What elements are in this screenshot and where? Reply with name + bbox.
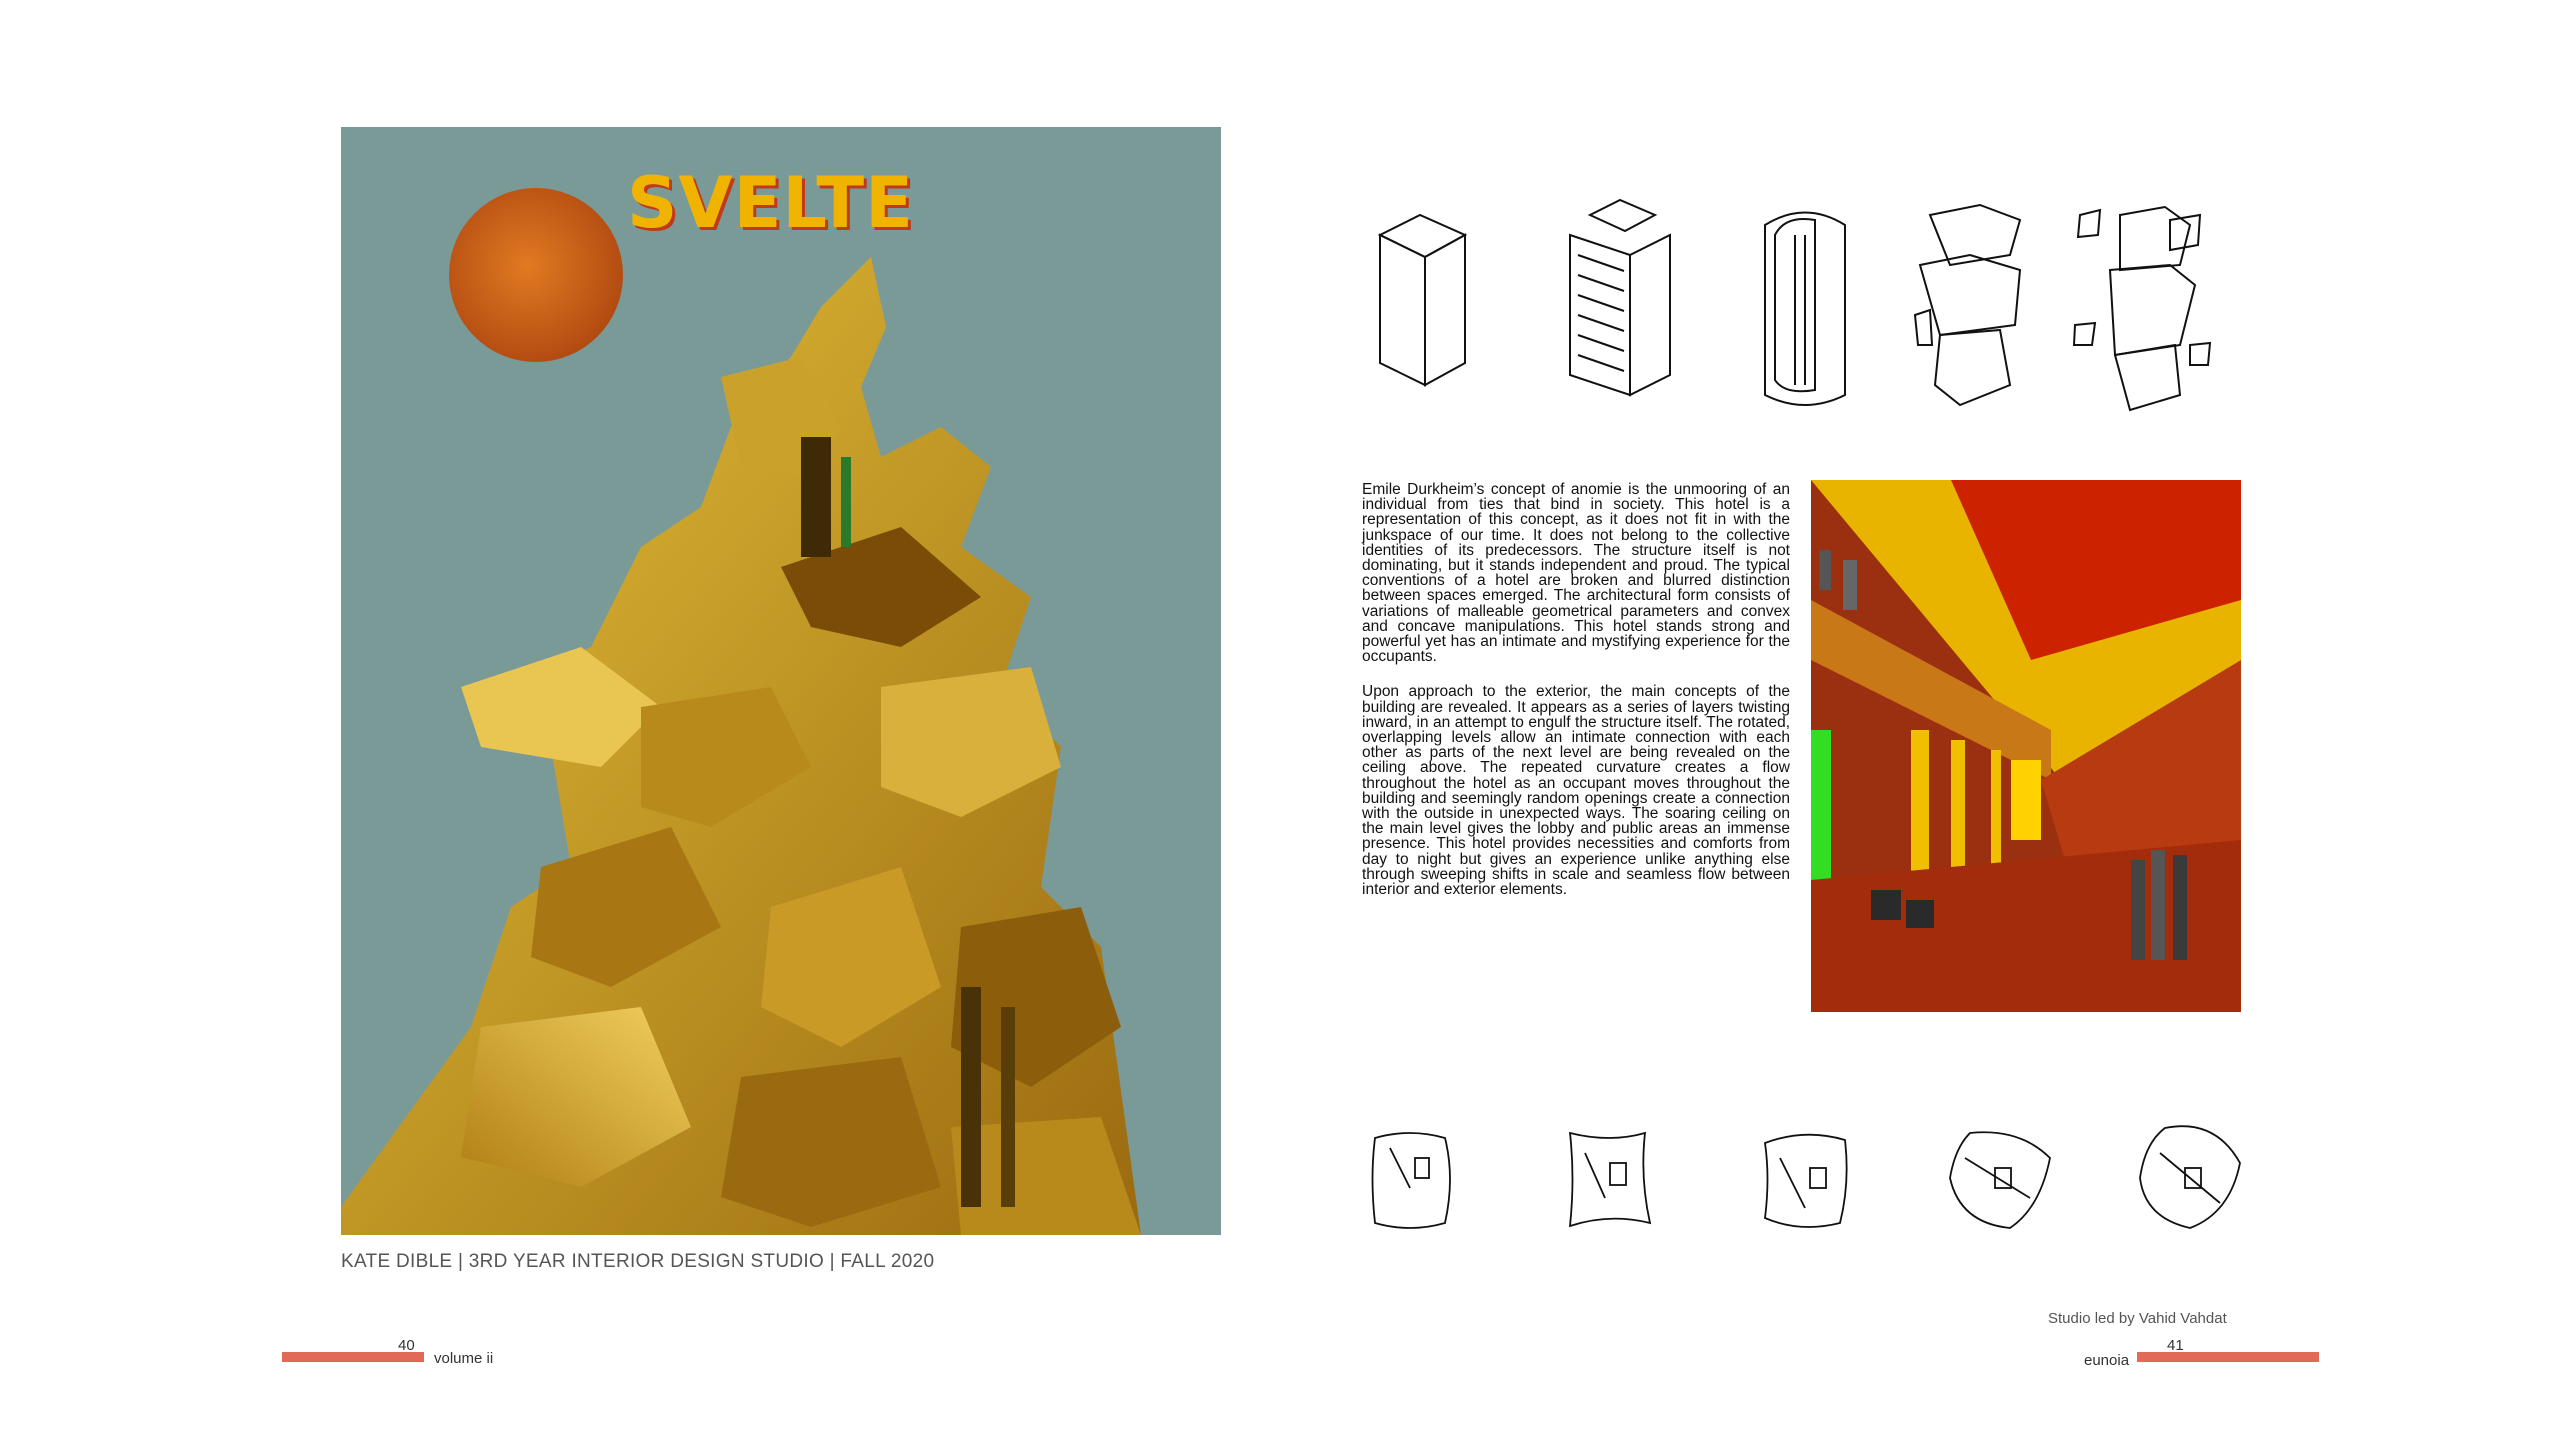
- interior-rendering: [1811, 480, 2241, 1012]
- massing-diagram-3: [1765, 213, 1845, 406]
- massing-diagram-4: [1915, 205, 2020, 405]
- cover-poster: [341, 127, 1221, 1235]
- floor-plan-1: [1373, 1133, 1451, 1228]
- poster-title: SVELTE: [627, 162, 914, 244]
- paragraph-exterior: Upon approach to the exterior, the main concepts of the building are revealed. It appears as a series of layers twisting inward, in an attempt to engulf the structure itself. The rotated, overlapping levels allow an intimate connection with each other as parts of the next level are being revealed on the ceiling above. The repeated curvature creates a flow throughout the hotel as an occupant moves throughout the building and seemingly random openings create a connection with the outside in unexpected ways. The soaring ceiling on the main level gives the lobby and public areas an immense presence. This hotel provides necessities and comforts from day to night but gives an experience unlike anything else through sweeping shifts in scale and seamless flow between interior and exterior elements.: [1362, 683, 1790, 899]
- massing-diagram-1: [1380, 215, 1465, 385]
- studio-credit: Studio led by Vahid Vahdat: [2048, 1310, 2227, 1327]
- massing-diagram-2: [1570, 200, 1670, 395]
- project-description: [1362, 482, 1790, 917]
- massing-diagram-5: [2074, 207, 2210, 410]
- floor-plan-2: [1570, 1133, 1650, 1226]
- floor-plan-3: [1765, 1135, 1847, 1227]
- author-credit: KATE DIBLE | 3RD YEAR INTERIOR DESIGN STUDIO | FALL 2020: [341, 1251, 935, 1272]
- floor-plan-4: [1950, 1132, 2050, 1228]
- footer-volume-label: volume ii: [434, 1350, 494, 1367]
- massing-diagram-sequence: [1370, 195, 2250, 425]
- floor-plan-sequence: [1360, 1118, 2260, 1238]
- sun-graphic: [449, 188, 623, 362]
- building-illustration: [341, 127, 1221, 1235]
- footer-bar-right: [2137, 1352, 2319, 1362]
- footer-journal-label: eunoia: [2084, 1352, 2130, 1369]
- paragraph-concept: Emile Durkheim’s concept of anomie is the unmooring of an individual from ties that bind in society. This hotel is a representation of this concept, as it does not fit in with the junkspace of our time. It does not belong to the collective identities of its predecessors. The structure itself is not dominating, but it stands independent and proud. The typical conventions of a hotel are broken and blurred distinction between spaces emerged. The architectural form consists of variations of malleable geometrical parameters and convex and concave manipulations. This hotel stands strong and powerful yet has an intimate and mystifying experience for the occupants.: [1362, 481, 1790, 666]
- page-number-left: 40: [398, 1337, 415, 1354]
- page-number-right: 41: [2167, 1337, 2184, 1354]
- floor-plan-5: [2140, 1126, 2240, 1228]
